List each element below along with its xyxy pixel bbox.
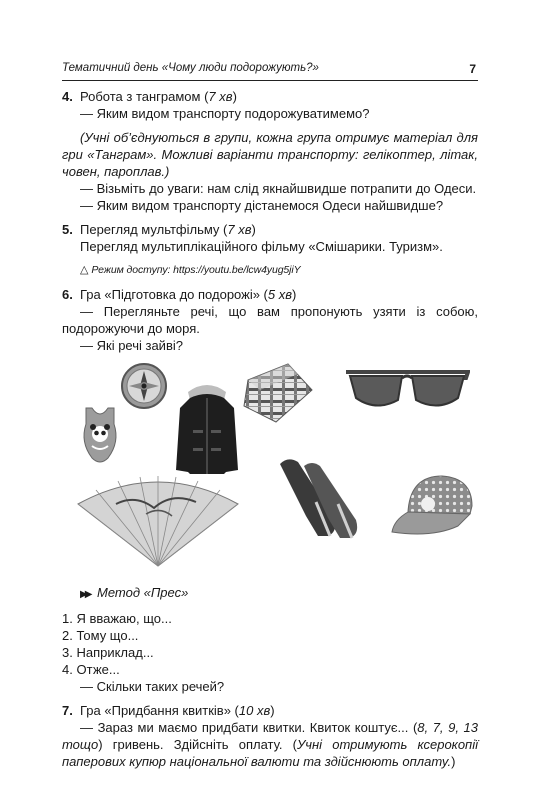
swimsuit-icon — [78, 406, 122, 468]
section-7-number: 7. — [62, 703, 73, 718]
method-item-1: 1. Я вважаю, що... — [62, 611, 172, 626]
section-5-number: 5. — [62, 222, 73, 237]
section-4-line-2: — Яким видом транспорту дістанемося Одеси найшвидше? — [80, 198, 444, 213]
video-link[interactable]: △ Режим доступу: https://youtu.be/lcw4yug5jiY — [80, 264, 301, 276]
section-6-heading: 6. Гра «Підготовка до подорожі» (5 хв) — [62, 287, 297, 302]
section-6-number: 6. — [62, 287, 73, 302]
section-5-heading: 5. Перегляд мультфільму (7 хв) — [62, 222, 256, 237]
section-4-note: (Учні об’єднуються в групи, кожна група отримує матеріал для гри «Танграм». Можливі варіанти транспорту: гелікоптер, літак, човен, пароплав.) — [62, 130, 478, 179]
travel-items-illustration — [62, 360, 478, 578]
method-label: ▶▶ Метод «Прес» — [80, 585, 189, 600]
sunglasses-icon — [344, 368, 470, 410]
page-content — [62, 88, 478, 770]
warning-triangle-icon: △ — [80, 264, 89, 276]
compass-icon — [120, 362, 168, 410]
section-4-number: 4. — [62, 89, 73, 104]
method-item-3: 3. Наприклад... — [62, 645, 154, 660]
section-6-question: — Які речі зайві? — [80, 338, 183, 353]
page-number: 7 — [469, 62, 476, 76]
section-4-heading: 4. Робота з танграмом (7 хв) — [62, 89, 237, 104]
winter-jacket-icon — [174, 378, 240, 476]
double-arrow-icon: ▶▶ — [80, 589, 90, 600]
method-question: — Скільки таких речей? — [80, 679, 225, 694]
running-header — [62, 62, 478, 81]
section-6-paragraph: — Перегляньте речі, що вам пропонують узяти із собою, подорожуючи до моря. — [62, 304, 478, 336]
section-4-line-1: — Візьміть до уваги: нам слід якнайшвидше потрапити до Одеси. — [80, 181, 477, 196]
section-5-text: Перегляд мультиплікаційного фільму «Смішарики. Туризм». — [80, 239, 443, 254]
method-item-2: 2. Тому що... — [62, 628, 139, 643]
header-title: Тематичний день «Чому люди подорожують?» — [62, 62, 319, 74]
cap-icon — [388, 472, 476, 542]
method-item-4: 4. Отже... — [62, 662, 120, 677]
section-4-question: — Яким видом транспорту подорожуватимемо? — [80, 106, 370, 121]
section-7-heading: 7. Гра «Придбання квитків» (10 хв) — [62, 703, 275, 718]
plaid-blanket-icon — [242, 360, 316, 426]
hand-fan-icon — [76, 474, 240, 570]
flippers-icon — [276, 456, 366, 540]
section-7-paragraph: — Зараз ми маємо придбати квитки. Квиток коштує... (8, 7, 9, 13 тощо) гривень. Здійсніть оплату. (Учні отримують ксерокопії паперових купюр національної валюти та здійснюють оплату.) — [62, 720, 478, 769]
